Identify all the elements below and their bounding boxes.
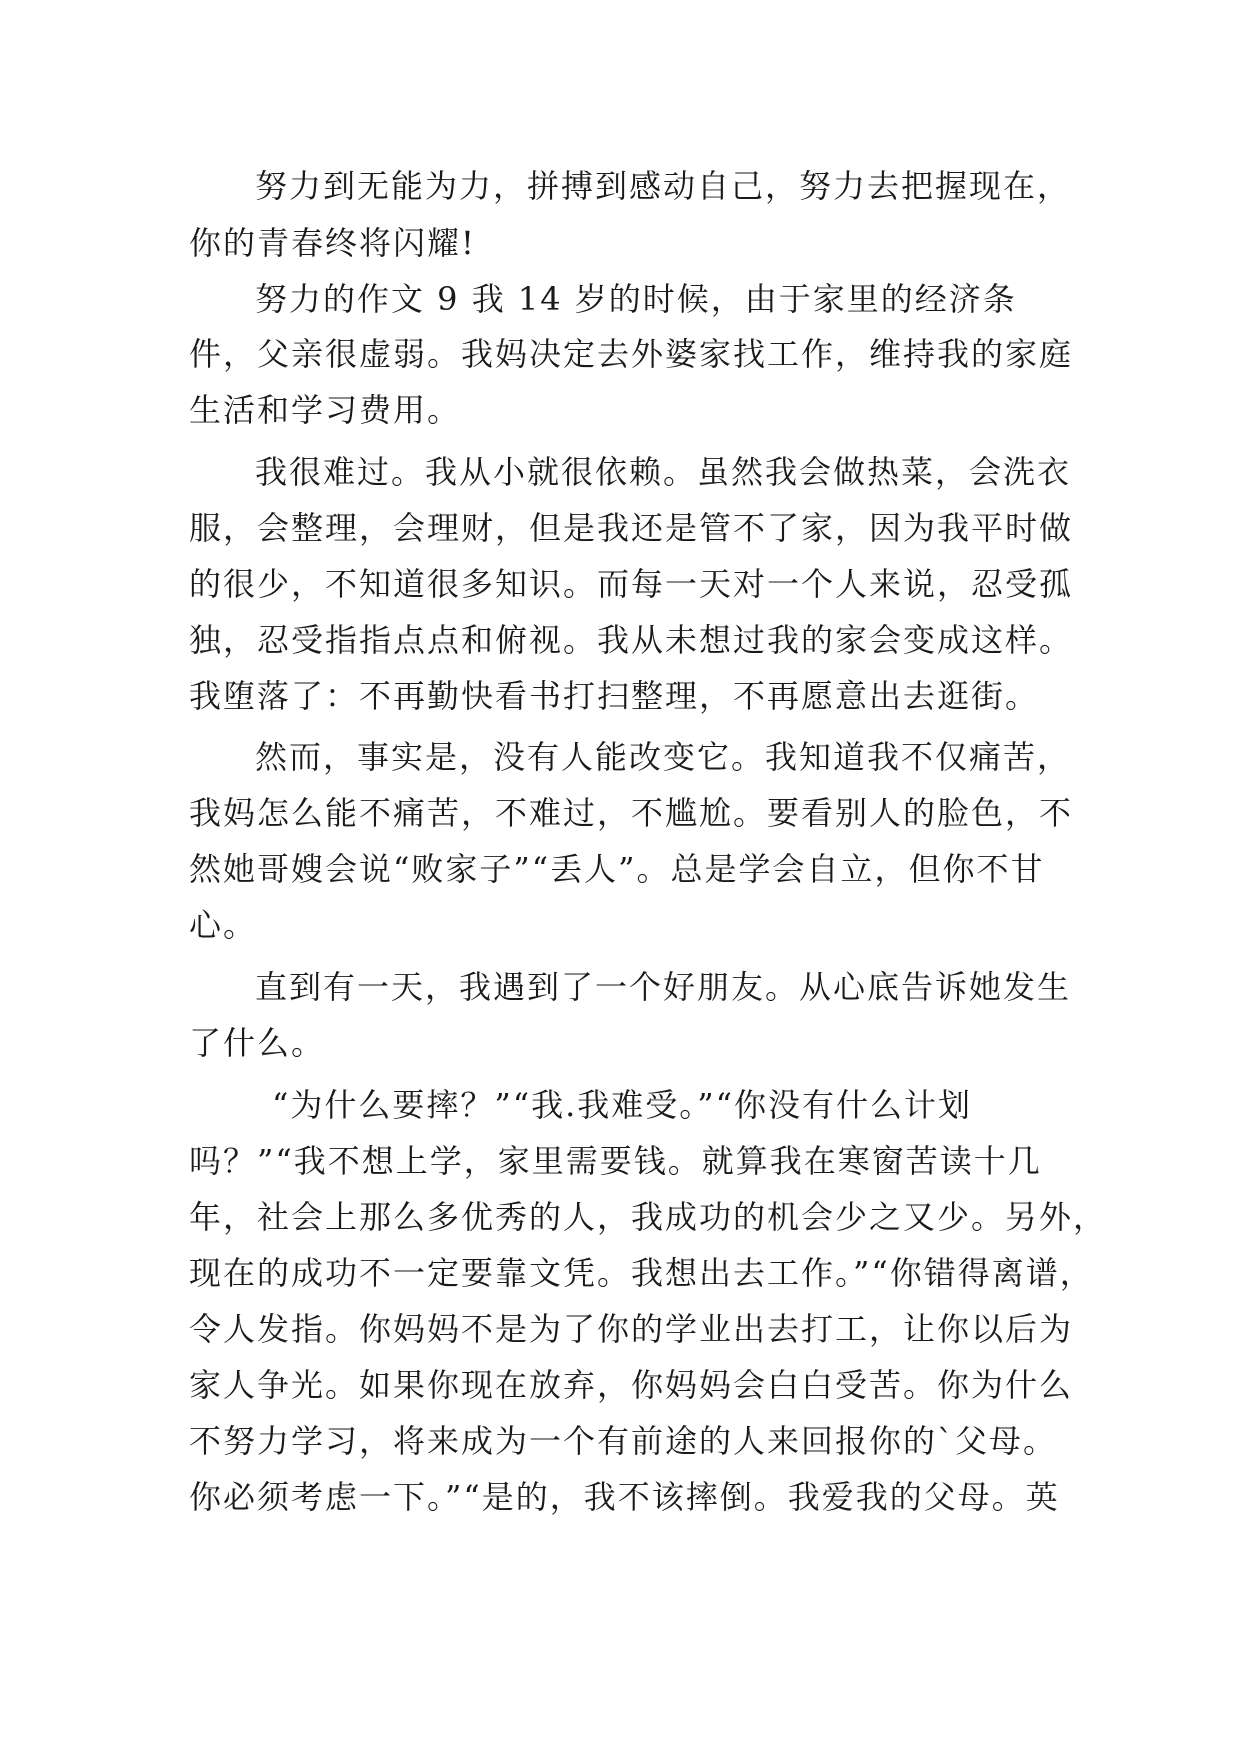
text-line: 你的青春终将闪耀! xyxy=(189,224,476,262)
text-line: 我很难过。我从小就很依赖。虽然我会做热菜，会洗衣 xyxy=(255,453,1072,491)
text-line: 现在的成功不一定要靠文凭。我想出去工作。”“你错得离谱， xyxy=(189,1254,1094,1292)
text-line: 我妈怎么能不痛苦，不难过，不尴尬。要看别人的脸色，不 xyxy=(189,794,1074,832)
text-line: 努力的作文 9 我 14 岁的时候，由于家里的经济条 xyxy=(255,280,1017,318)
text-line: 然而，事实是，没有人能改变它。我知道我不仅痛苦， xyxy=(255,738,1072,776)
text-line: 年，社会上那么多优秀的人，我成功的机会少之又少。另外， xyxy=(189,1198,1108,1236)
text-line: 服，会整理，会理财，但是我还是管不了家，因为我平时做 xyxy=(189,509,1074,547)
text-line: 独，忍受指指点点和俯视。我从未想过我的家会变成这样。 xyxy=(189,621,1074,659)
text-line: 家人争光。如果你现在放弃，你妈妈会白白受苦。你为什么 xyxy=(189,1366,1074,1404)
text-line: 了什么。 xyxy=(189,1024,326,1062)
text-line: “为什么要摔？”“我.我难受。”“你没有什么计划 xyxy=(272,1086,972,1124)
text-line: 生活和学习费用。 xyxy=(189,391,462,429)
text-line: 我堕落了：不再勤快看书打扫整理，不再愿意出去逛街。 xyxy=(189,677,1040,715)
text-line: 直到有一天，我遇到了一个好朋友。从心底告诉她发生 xyxy=(255,968,1072,1006)
text-line: 心。 xyxy=(189,906,258,944)
text-line: 你必须考虑一下。”“是的，我不该摔倒。我爱我的父母。英 xyxy=(189,1478,1060,1516)
text-line: 吗？”“我不想上学，家里需要钱。就算我在寒窗苦读十几 xyxy=(189,1142,1042,1180)
text-line: 然她哥嫂会说“败家子”“丢人”。总是学会自立，但你不甘 xyxy=(189,850,1045,888)
text-line: 不努力学习，将来成为一个有前途的人来回报你的`父母。 xyxy=(189,1422,1058,1460)
text-line: 件，父亲很虚弱。我妈决定去外婆家找工作，维持我的家庭 xyxy=(189,335,1074,373)
text-line: 令人发指。你妈妈不是为了你的学业出去打工，让你以后为 xyxy=(189,1310,1074,1348)
text-line: 努力到无能为力，拼搏到感动自己，努力去把握现在， xyxy=(255,167,1072,205)
text-line: 的很少，不知道很多知识。而每一天对一个人来说，忍受孤 xyxy=(189,565,1074,603)
